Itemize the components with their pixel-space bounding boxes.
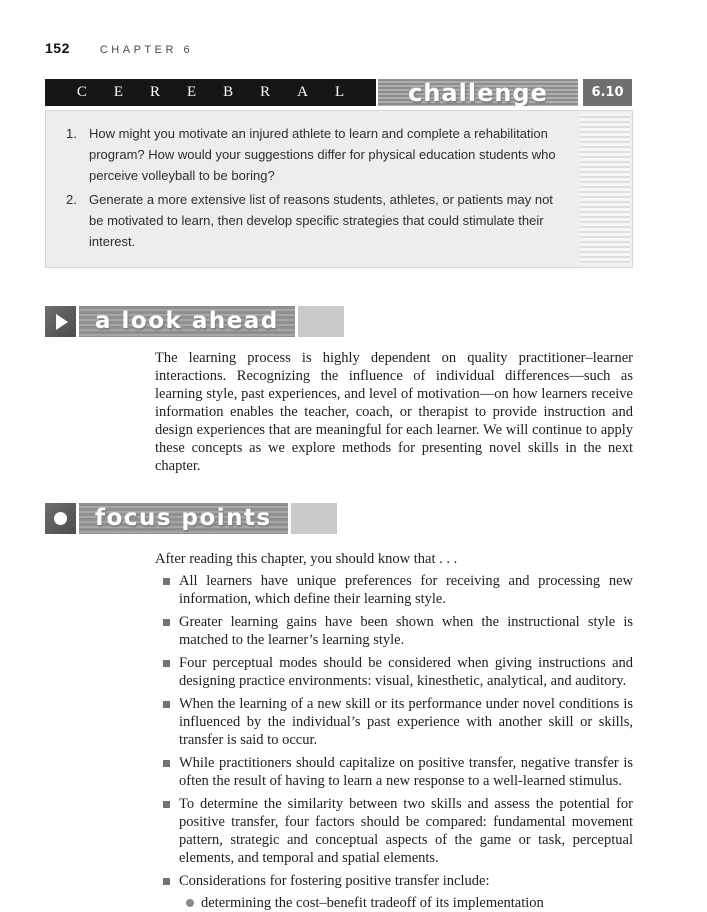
- question-text: How might you motivate an injured athlete to learn and complete a rehabilitation program? How would your suggestions differ for physical education students who perceive volleyball to be boring?: [89, 126, 556, 183]
- dot-icon: [45, 503, 76, 534]
- list-item: [155, 872, 633, 912]
- list-item: [155, 572, 633, 608]
- look-ahead-header: [45, 306, 633, 337]
- challenge-question-1: [66, 123, 574, 186]
- list-item: [155, 613, 633, 649]
- focus-points-title-bar: [79, 503, 288, 534]
- play-icon: [45, 306, 76, 337]
- header-tail-decoration: [298, 306, 344, 337]
- bullet-text: While practitioners should capitalize on positive transfer, negative transfer is often the result of having to learn a new response to a well-learned stimulus.: [179, 755, 633, 789]
- header-tail-decoration: [291, 503, 337, 534]
- focus-points-title: focus points: [95, 505, 272, 531]
- square-bullet-icon: [163, 701, 170, 708]
- cerebral-challenge-banner: [45, 79, 633, 106]
- focus-points-list: [155, 572, 633, 912]
- chapter-label: CHAPTER 6: [99, 44, 194, 56]
- focus-points-header: [45, 503, 633, 534]
- focus-points-sublist: [179, 894, 633, 912]
- look-ahead-title: a look ahead: [95, 308, 279, 334]
- square-bullet-icon: [163, 578, 170, 585]
- challenge-question-box: [45, 110, 633, 268]
- circle-bullet-icon: [186, 899, 194, 907]
- challenge-number-badge: 6.10: [583, 79, 632, 106]
- square-bullet-icon: [163, 619, 170, 626]
- square-bullet-icon: [163, 878, 170, 885]
- list-item: [155, 795, 633, 867]
- look-ahead-title-bar: [79, 306, 295, 337]
- stripes-decoration: [580, 113, 630, 265]
- bullet-text: When the learning of a new skill or its performance under novel conditions is influenced by the individual’s past experience with another skill or skills, transfer is said to occur.: [179, 696, 633, 748]
- cerebral-label: CEREBRAL: [45, 79, 376, 106]
- look-ahead-paragraph: The learning process is highly dependent on quality practitioner–learner interactions. Recognizing the influence of individual differences—such as learning style, past experiences, and level of motivation—on how learners receive information enables the teacher, coach, or therapist to provide instruction and design experiences that are meaningful for each learner. We will continue to apply these concepts as we explore methods for presenting novel skills in the next chapter.: [155, 350, 633, 474]
- square-bullet-icon: [163, 801, 170, 808]
- list-item: [155, 754, 633, 790]
- page-number: 152: [45, 40, 70, 56]
- sub-bullet-text: determining the cost–benefit tradeoff of its implementation: [201, 895, 544, 911]
- challenge-label-bar: [378, 79, 578, 106]
- list-item: [155, 654, 633, 690]
- focus-points-intro: After reading this chapter, you should know that . . .: [155, 551, 458, 567]
- list-item: [155, 695, 633, 749]
- question-number: 1.: [66, 126, 77, 141]
- sub-list-item: [179, 894, 633, 912]
- running-head: [45, 40, 633, 56]
- challenge-title: challenge: [408, 79, 548, 106]
- bullet-text: Greater learning gains have been shown when the instructional style is matched to the learner’s learning style.: [179, 614, 633, 648]
- bullet-text: Four perceptual modes should be considered when giving instructions and designing practice environments: visual, kinesthetic, analytical, and auditory.: [179, 655, 633, 689]
- question-text: Generate a more extensive list of reasons students, athletes, or patients may not be motivated to learn, then develop specific strategies that could stimulate their interest.: [89, 192, 553, 249]
- bullet-text: All learners have unique preferences for receiving and processing new information, which define their learning style.: [179, 573, 633, 607]
- bullet-text: To determine the similarity between two skills and assess the potential for positive transfer, four factors should be compared: fundamental movement pattern, strategic and conceptual aspects of the game or task, perceptual elements, and temporal and spatial elements.: [179, 796, 633, 866]
- square-bullet-icon: [163, 760, 170, 767]
- square-bullet-icon: [163, 660, 170, 667]
- bullet-text: Considerations for fostering positive transfer include:: [179, 873, 490, 889]
- challenge-question-2: [66, 189, 574, 252]
- question-number: 2.: [66, 192, 77, 207]
